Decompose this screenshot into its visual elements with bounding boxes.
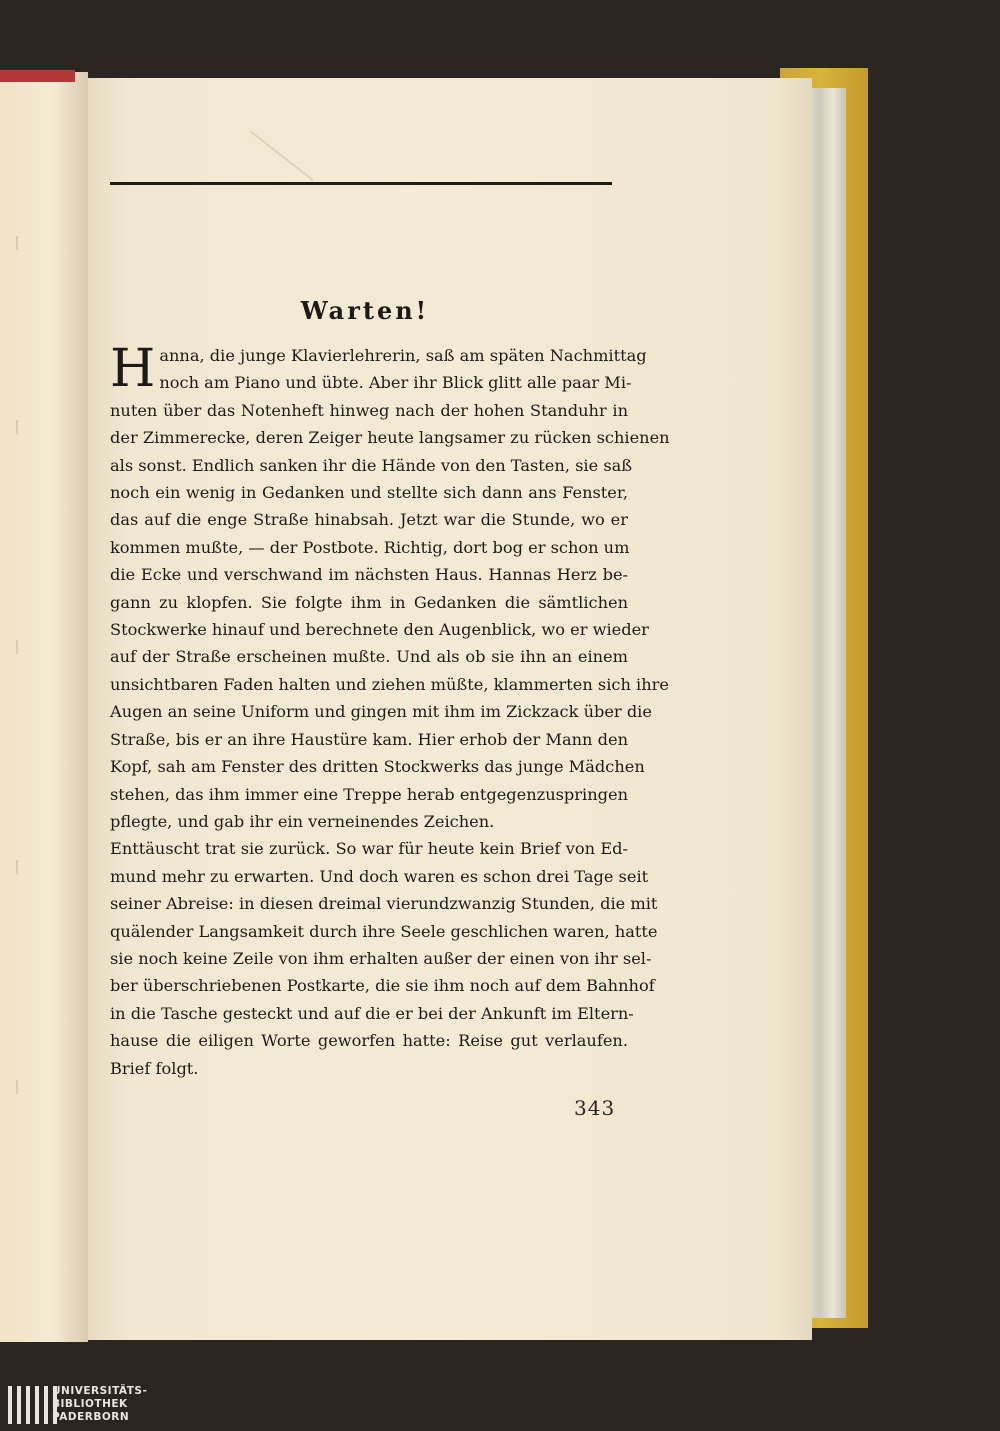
drop-cap: H [110,339,156,399]
text-line: noch ein wenig in Gedanken und stellte sich dann ans Fenster, [110,483,628,503]
binding-stitch [16,1080,24,1094]
text-line: unsichtbaren Faden halten und ziehen müßte, klammerten sich ihre [110,674,669,694]
library-footer [0,1380,1000,1431]
logo-line: PADERBORN [52,1411,130,1423]
text-line: nuten über das Notenheft hinweg nach der hohen Standuhr in [110,400,628,420]
text-line: Augen an seine Uniform und gingen mit ihm im Zickzack über die [110,702,652,722]
text-line: noch am Piano und übte. Aber ihr Blick glitt alle paar Mi- [159,373,632,393]
binding-stitch [16,860,24,874]
text-line: die Ecke und verschwand im nächsten Haus. Hannas Herz be- [110,565,628,585]
page-number: 343 [574,1096,616,1120]
logo-line: UNIVERSITÄTS- [52,1385,148,1397]
text-line: gann zu klopfen. Sie folgte ihm in Gedanken die sämtlichen [110,592,628,612]
binding-stitch [16,420,24,434]
body-text [110,339,670,1082]
text-line: hause die eiligen Worte geworfen hatte: Reise gut verlaufen. [110,1031,628,1051]
text-line: Kopf, sah am Fenster des dritten Stockwerks das junge Mädchen [110,757,645,777]
chapter-title: Warten! [300,296,430,325]
text-line: quälender Langsamkeit durch ihre Seele geschlichen waren, hatte [110,921,658,941]
binding-stitch [16,236,24,250]
text-line: seiner Abreise: in diesen dreimal vierundzwanzig Stunden, die mit [110,894,658,914]
text-line: kommen mußte, — der Postbote. Richtig, dort bog er schon um [110,537,630,557]
left-page-edge [0,72,88,1342]
library-logo-text [52,1385,147,1424]
text-line: in die Tasche gesteckt und auf die er bei der Ankunft im Eltern- [110,1003,634,1023]
text-line: als sonst. Endlich sanken ihr die Hände von den Tasten, sie saß [110,455,633,475]
text-line: anna, die junge Klavierlehrerin, saß am späten Nachmittag [159,346,647,365]
binding-stitch [16,640,24,654]
text-line: mund mehr zu erwarten. Und doch waren es schon drei Tage seit [110,866,649,886]
top-rule [110,182,612,185]
text-line: Enttäuscht trat sie zurück. So war für heute kein Brief von Ed- [110,839,628,859]
text-line: sie noch keine Zeile von ihm erhalten außer der einen von ihr sel- [110,948,652,968]
text-line: ber überschriebenen Postkarte, die sie ihm noch auf dem Bahnhof [110,976,655,996]
text-line: das auf die enge Straße hinabsah. Jetzt war die Stunde, wo er [110,510,628,530]
library-logo-icon [8,1386,57,1424]
text-line: auf der Straße erscheinen mußte. Und als ob sie ihn an einem [110,647,628,667]
text-line: Stockwerke hinauf und berechnete den Augenblick, wo er wieder [110,620,649,640]
logo-line: BIBLIOTHEK [52,1398,128,1410]
text-line: der Zimmerecke, deren Zeiger heute langsamer zu rücken schienen [110,428,670,448]
bookmark-ribbon [0,70,75,82]
text-line: pflegte, und gab ihr ein verneinendes Zeichen. [110,811,495,831]
text-line: Straße, bis er an ihre Haustüre kam. Hier erhob der Mann den [110,729,628,749]
text-line: stehen, das ihm immer eine Treppe herab entgegenzuspringen [110,784,628,804]
text-line: Brief folgt. [110,1058,199,1078]
